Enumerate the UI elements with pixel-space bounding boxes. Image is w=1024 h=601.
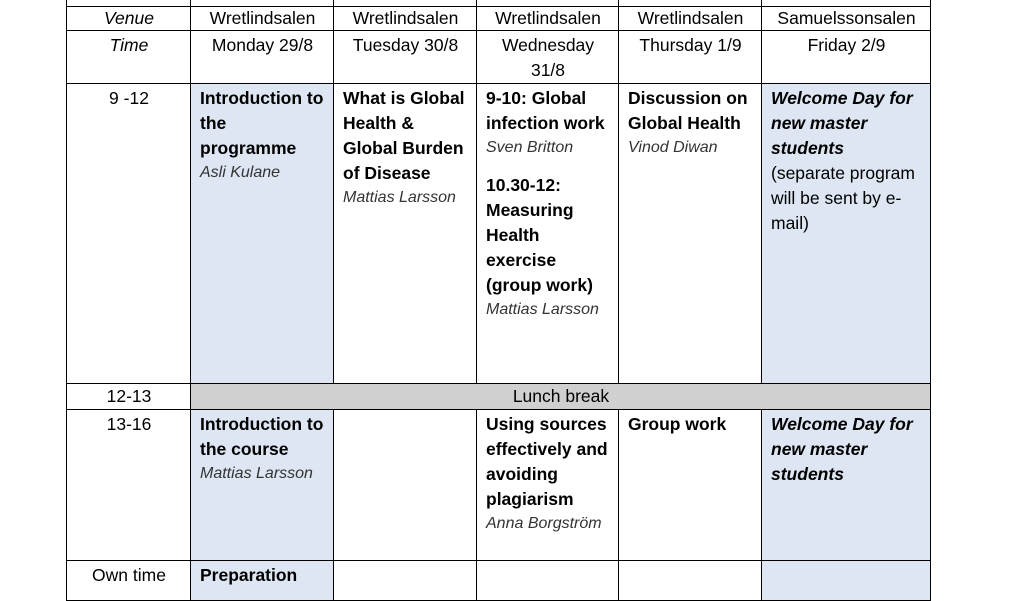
lecturer-name: Mattias Larsson — [343, 189, 456, 206]
day-friday: Friday 2/9 — [762, 31, 931, 84]
own-time-tuesday-cell — [334, 561, 477, 601]
lecturer-name: Mattias Larsson — [200, 465, 313, 482]
venue-friday: Samuelssonsalen — [762, 7, 931, 31]
session-title: Discussion on Global Health — [628, 88, 748, 133]
session-title: Welcome Day for new master students — [771, 88, 913, 158]
day-tuesday: Tuesday 30/8 — [334, 31, 477, 84]
morning-thursday-cell — [619, 84, 762, 384]
day-monday: Monday 29/8 — [191, 31, 334, 84]
lecturer-name: Asli Kulane — [200, 164, 281, 181]
own-time-wednesday-cell — [477, 561, 619, 601]
afternoon-wednesday-cell — [477, 410, 619, 561]
lunch-time-label: 12-13 — [67, 384, 191, 410]
session-title: Using sources effectively and avoiding plagiarism — [486, 414, 608, 509]
time-label: Time — [67, 31, 191, 84]
venue-row — [67, 7, 931, 31]
morning-time-label: 9 -12 — [67, 84, 191, 384]
own-time-monday-cell — [191, 561, 334, 601]
lecturer-name: Anna Borgström — [486, 515, 602, 532]
lecturer-name: Mattias Larsson — [486, 301, 599, 318]
own-time-friday-cell — [762, 561, 931, 601]
own-time-row — [67, 561, 931, 601]
venue-monday: Wretlindsalen — [191, 7, 334, 31]
afternoon-friday-cell — [762, 410, 931, 561]
lecturer-name: Sven Britton — [486, 139, 574, 156]
morning-monday-cell — [191, 84, 334, 384]
morning-wednesday-cell — [477, 84, 619, 384]
afternoon-tuesday-cell — [334, 410, 477, 561]
lecturer-name: Vinod Diwan — [628, 139, 718, 156]
session-title: What is Global Health & Global Burden of Disease — [343, 88, 465, 183]
session-title: Group work — [628, 414, 727, 434]
session-title: 10.30-12: Measuring Health exercise (group work) — [486, 175, 593, 295]
session-title: Preparation — [200, 565, 298, 585]
day-thursday: Thursday 1/9 — [619, 31, 762, 84]
lunch-break-cell: Lunch break — [191, 384, 931, 410]
afternoon-time-label: 13-16 — [67, 410, 191, 561]
session-title: 9-10: Global infection work — [486, 88, 605, 133]
own-time-label: Own time — [67, 561, 191, 601]
spacer — [486, 160, 610, 173]
afternoon-thursday-cell — [619, 410, 762, 561]
session-title: Introduction to the programme — [200, 88, 324, 158]
lunch-row — [67, 384, 931, 410]
venue-label: Venue — [67, 7, 191, 31]
venue-thursday: Wretlindsalen — [619, 7, 762, 31]
session-title: Welcome Day for new master students — [771, 414, 913, 484]
session-title: Introduction to the course — [200, 414, 324, 459]
morning-row — [67, 84, 931, 384]
time-row — [67, 31, 931, 84]
day-wednesday: Wednesday 31/8 — [477, 31, 619, 84]
schedule-table — [66, 0, 931, 601]
venue-tuesday: Wretlindsalen — [334, 7, 477, 31]
morning-tuesday-cell — [334, 84, 477, 384]
afternoon-monday-cell — [191, 410, 334, 561]
session-note: (separate program will be sent by e-mail) — [771, 163, 915, 233]
afternoon-row — [67, 410, 931, 561]
own-time-thursday-cell — [619, 561, 762, 601]
venue-wednesday: Wretlindsalen — [477, 7, 619, 31]
morning-friday-cell — [762, 84, 931, 384]
